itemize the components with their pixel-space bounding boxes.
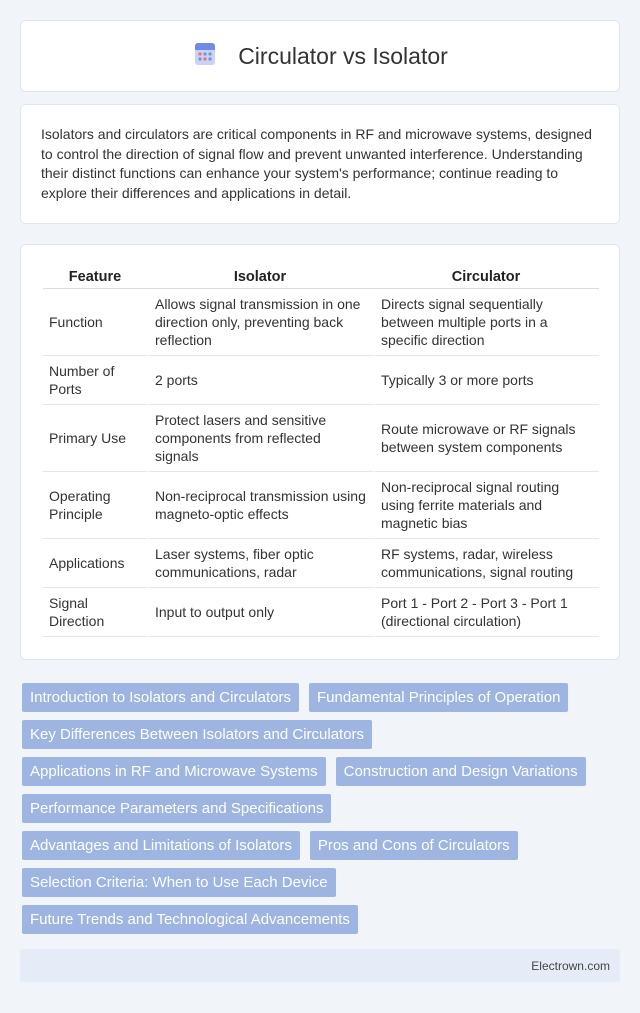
table-row <box>43 356 599 405</box>
row-circulator: Route microwave or RF signals between system components <box>373 405 599 472</box>
row-circulator: Port 1 - Port 2 - Port 3 - Port 1 (directional circulation) <box>373 588 599 637</box>
row-feature: Applications <box>43 539 147 588</box>
link-key-differences[interactable]: Key Differences Between Isolators and Circulators <box>22 720 372 749</box>
comparison-card <box>20 244 620 660</box>
row-feature: Number of Ports <box>43 356 147 405</box>
link-selection-criteria[interactable]: Selection Criteria: When to Use Each Device <box>22 868 336 897</box>
link-row <box>22 720 622 749</box>
row-isolator: Input to output only <box>147 588 373 637</box>
intro-card <box>20 104 620 224</box>
title-wrap <box>192 41 448 72</box>
row-circulator: Directs signal sequentially between multiple ports in a specific direction <box>373 289 599 356</box>
link-row <box>22 683 622 712</box>
link-advantages-limitations[interactable]: Advantages and Limitations of Isolators <box>22 831 300 860</box>
header-feature: Feature <box>43 265 147 289</box>
link-row <box>22 868 622 897</box>
row-circulator: Typically 3 or more ports <box>373 356 599 405</box>
table-row <box>43 289 599 356</box>
header-circulator: Circulator <box>373 265 599 289</box>
intro-text: Isolators and circulators are critical components in RF and microwave systems, designed to control the direction of signal flow and prevent unwanted interference. Understanding their distinct functions can enhance your system's performance; continue reading to explore their differences and applications in detail. <box>41 126 592 201</box>
row-feature: Function <box>43 289 147 356</box>
table-row <box>43 405 599 472</box>
link-construction-design[interactable]: Construction and Design Variations <box>336 757 586 786</box>
calculator-icon <box>192 41 218 72</box>
link-performance-parameters[interactable]: Performance Parameters and Specifications <box>22 794 331 823</box>
topic-links <box>22 683 622 942</box>
link-row <box>22 757 622 786</box>
header-isolator: Isolator <box>147 265 373 289</box>
link-introduction[interactable]: Introduction to Isolators and Circulators <box>22 683 299 712</box>
link-future-trends[interactable]: Future Trends and Technological Advancements <box>22 905 358 934</box>
row-isolator: Laser systems, fiber optic communications, radar <box>147 539 373 588</box>
table-row <box>43 472 599 539</box>
table-row <box>43 539 599 588</box>
link-pros-cons[interactable]: Pros and Cons of Circulators <box>310 831 518 860</box>
footer-brand[interactable]: Electrown.com <box>531 958 610 973</box>
row-isolator: Allows signal transmission in one direction only, preventing back reflection <box>147 289 373 356</box>
link-row <box>22 794 622 823</box>
row-circulator: Non-reciprocal signal routing using ferrite materials and magnetic bias <box>373 472 599 539</box>
row-feature: Operating Principle <box>43 472 147 539</box>
comparison-table <box>43 265 599 637</box>
table-header-row <box>43 265 599 289</box>
header-card <box>20 20 620 92</box>
link-applications[interactable]: Applications in RF and Microwave Systems <box>22 757 326 786</box>
link-fundamental-principles[interactable]: Fundamental Principles of Operation <box>309 683 568 712</box>
row-feature: Primary Use <box>43 405 147 472</box>
link-row <box>22 831 622 860</box>
footer <box>20 949 620 982</box>
link-row <box>22 905 622 934</box>
table-row <box>43 588 599 637</box>
row-feature: Signal Direction <box>43 588 147 637</box>
row-isolator: Protect lasers and sensitive components from reflected signals <box>147 405 373 472</box>
row-circulator: RF systems, radar, wireless communications, signal routing <box>373 539 599 588</box>
row-isolator: 2 ports <box>147 356 373 405</box>
row-isolator: Non-reciprocal transmission using magneto-optic effects <box>147 472 373 539</box>
page-title: Circulator vs Isolator <box>238 42 448 69</box>
